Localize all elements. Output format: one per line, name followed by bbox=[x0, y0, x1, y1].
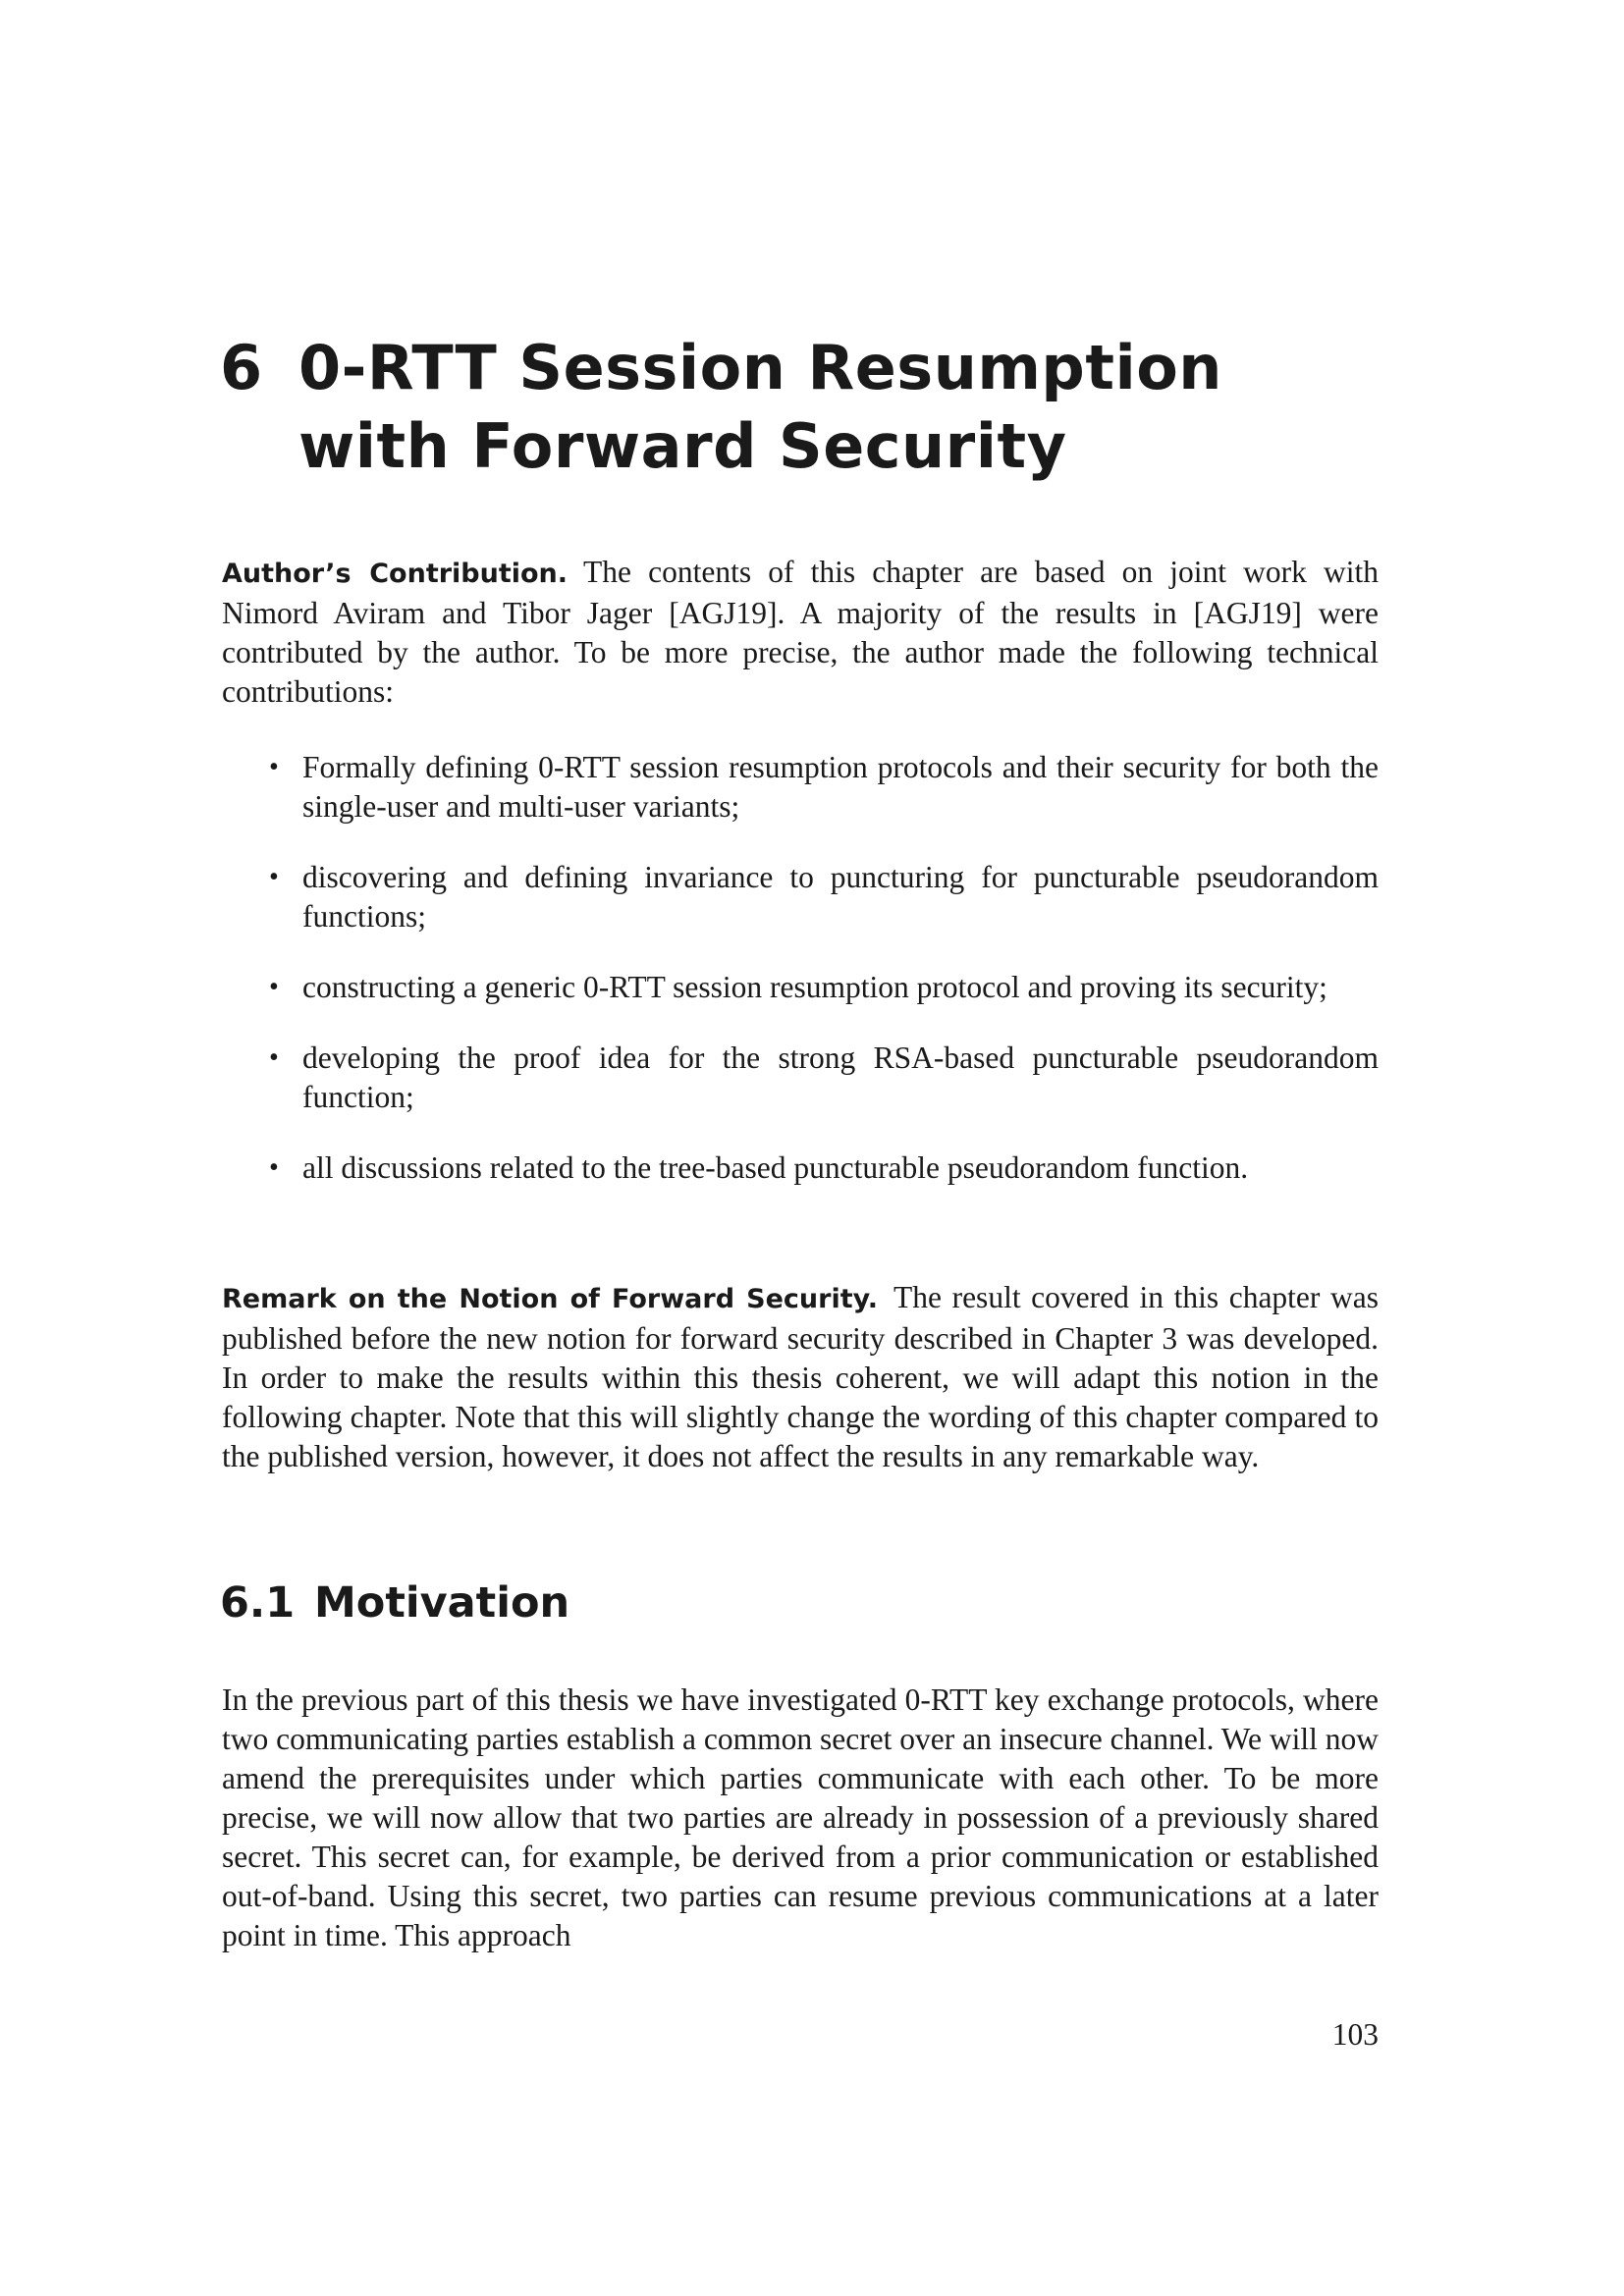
page-number: 103 bbox=[1331, 2017, 1379, 2052]
bullet-icon: • bbox=[269, 1152, 279, 1183]
list-item bbox=[222, 968, 1379, 1007]
list-item-text: all discussions related to the tree-based puncturable pseudorandom function. bbox=[302, 1150, 1249, 1185]
authors-contribution-heading: Author’s Contribution. bbox=[222, 559, 568, 589]
bullet-icon: • bbox=[269, 752, 279, 782]
list-item bbox=[222, 1148, 1379, 1188]
list-item-text: constructing a generic 0-RTT session resumption protocol and proving its security; bbox=[302, 970, 1327, 1004]
section-heading bbox=[220, 1575, 569, 1630]
remark-text: The result covered in this chapter was published before the new notion for forward security described in Chapter 3 was developed. In order to make the results within this thesis coherent, we will adapt this notion in the following chapter. Note that this will slightly change the wording of this chapter compared to the published version, however, it does not affect the results in any remarkable way. bbox=[222, 1280, 1379, 1473]
chapter-number: 6 bbox=[220, 332, 263, 403]
list-item-text: discovering and defining invariance to puncturing for puncturable pseudorandom functions; bbox=[302, 860, 1379, 934]
list-item-text: developing the proof idea for the strong RSA-based puncturable pseudorandom function; bbox=[302, 1041, 1379, 1114]
list-item bbox=[222, 858, 1379, 936]
bullet-icon: • bbox=[269, 862, 279, 892]
motivation-paragraph: In the previous part of this thesis we have investigated 0-RTT key exchange protocols, where two communicating parties establish a common secret over an insecure channel. We will now amend the prerequisites under which parties communicate with each other. To be more precise, we will now allow that two parties are already in possession of a previously shared secret. This secret can, for example, be derived from a prior communication or established out-of-band. Using this secret, two parties can resume previous communications at a later point in time. This approach bbox=[222, 1682, 1379, 1952]
contributions-list bbox=[222, 748, 1379, 1219]
authors-contribution-text: The contents of this chapter are based on joint work with Nimord Aviram and Tibor Jager [AGJ19]. A majority of the results in [AGJ19] were contributed by the author. To be more precise, the author made the following technical contributions: bbox=[222, 555, 1379, 709]
bullet-icon: • bbox=[269, 1042, 279, 1073]
chapter-title: 0-RTT Session Resumption with Forward Security bbox=[298, 332, 1222, 482]
list-item bbox=[222, 1039, 1379, 1117]
authors-contribution-paragraph bbox=[222, 553, 1379, 712]
list-item bbox=[222, 748, 1379, 827]
list-item-text: Formally defining 0-RTT session resumption protocols and their security for both the single-user and multi-user variants; bbox=[302, 750, 1379, 824]
bullet-icon: • bbox=[269, 972, 279, 1002]
section-title: Motivation bbox=[314, 1578, 570, 1628]
remark-heading: Remark on the Notion of Forward Security. bbox=[222, 1284, 878, 1314]
remark-paragraph bbox=[222, 1278, 1379, 1476]
section-number: 6.1 bbox=[220, 1578, 296, 1628]
